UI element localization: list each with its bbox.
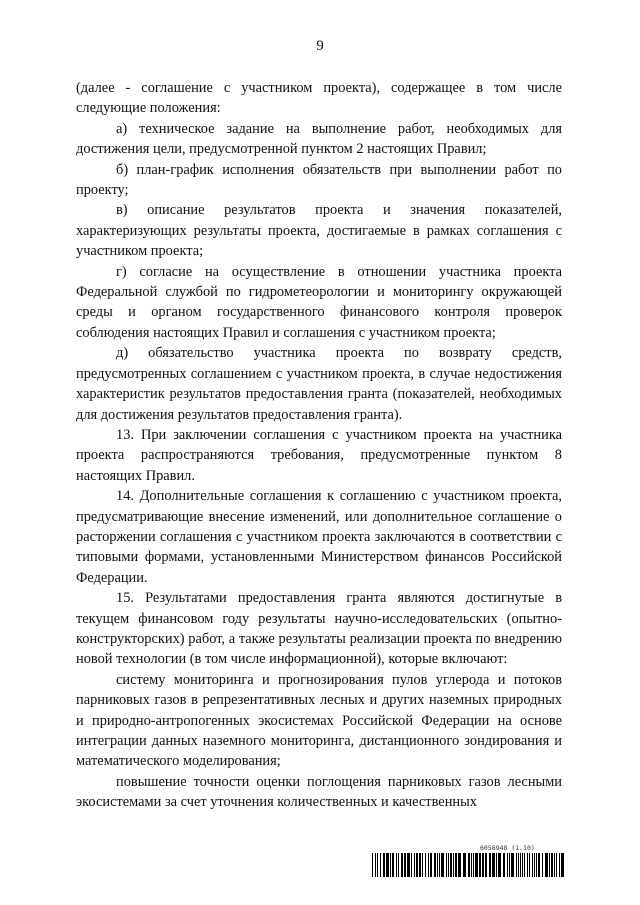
barcode-bar <box>468 853 470 877</box>
barcode-bar <box>556 853 557 877</box>
barcode <box>372 853 566 877</box>
barcode-bar <box>434 853 436 877</box>
barcode-bar <box>430 853 432 877</box>
paragraph-clause-13: 13. При заключении соглашения с участником проекта на участника проекта распространяются требования, предусмотренные пунктом 8 настоящих Правил. <box>76 426 562 484</box>
paragraph-item-v: в) описание результатов проекта и значения показателей, характеризующих результаты проекта, достигаемые в рамках соглашения с участником проекта; <box>76 202 562 260</box>
barcode-bar <box>536 853 537 877</box>
barcode-graphic <box>372 853 566 877</box>
barcode-bar <box>516 853 517 877</box>
barcode-bar <box>545 853 548 877</box>
barcode-bar <box>428 853 429 877</box>
barcode-bar <box>401 853 403 877</box>
barcode-bar <box>482 853 484 877</box>
barcode-bar <box>551 853 553 877</box>
paragraph-item-b: б) план-график исполнения обязательств при выполнении работ по проекту; <box>76 161 562 199</box>
barcode-bar <box>446 853 447 877</box>
barcode-bar <box>538 853 540 877</box>
barcode-bar <box>507 853 508 877</box>
barcode-bar <box>437 853 438 877</box>
barcode-bar <box>425 853 426 877</box>
barcode-bar <box>380 853 381 877</box>
barcode-bar <box>396 853 397 877</box>
barcode-bar <box>492 853 495 877</box>
barcode-bar <box>441 853 444 877</box>
barcode-bar <box>398 853 399 877</box>
barcode-bar <box>549 853 550 877</box>
barcode-bar <box>463 853 466 877</box>
barcode-bar <box>419 853 421 877</box>
barcode-bar <box>496 853 497 877</box>
barcode-bar <box>372 853 373 877</box>
paragraph-clause-15: 15. Результатами предоставления гранта являются достигнутые в текущем финансовом году результаты научно-исследовательских (опытно-конструкторских) работ, а также результаты реализации проекта по внедрению новой технологии (в том числе информационной), которые включают: <box>76 590 562 668</box>
barcode-bar <box>473 853 474 877</box>
barcode-bar <box>489 853 491 877</box>
barcode-bar <box>498 853 501 877</box>
barcode-bar <box>503 853 505 877</box>
barcode-bar <box>453 853 454 877</box>
barcode-bar <box>522 853 523 877</box>
barcode-bar <box>561 853 564 877</box>
barcode-bar <box>559 853 560 877</box>
barcode-bar <box>386 853 389 877</box>
barcode-bar <box>554 853 555 877</box>
barcode-bar <box>534 853 535 877</box>
barcode-bar <box>448 853 449 877</box>
barcode-bar <box>392 853 394 877</box>
paragraph-accuracy-improvement: повышение точности оценки поглощения парниковых газов лесными экосистемами за счет уточнения количественных и качественных <box>76 773 562 811</box>
barcode-bar <box>450 853 452 877</box>
barcode-bar <box>511 853 514 877</box>
paragraph-monitoring-system: систему мониторинга и прогнозирования пулов углерода и потоков парниковых газов в репрезентативных лесных и других наземных природных и природно-антропогенных экосистемах Российской Федерации на основе интеграции данных наземного мониторинга, дистанционного зондирования и математического моделирования; <box>76 671 562 770</box>
barcode-bar <box>524 853 525 877</box>
barcode-bar <box>509 853 510 877</box>
paragraph-item-d: д) обязательство участника проекта по возврату средств, предусмотренных соглашением с участником проекта, в случае недостижения характеристик результатов предоставления гранта (показателей, необходимых для достижения результатов предоставления гранта). <box>76 345 562 423</box>
barcode-bar <box>527 853 528 877</box>
barcode-bar <box>416 853 418 877</box>
barcode-bar <box>529 853 530 877</box>
barcode-bar <box>439 853 440 877</box>
paragraph-item-g: г) согласие на осуществление в отношении участника проекта Федеральной службой по гидрометеорологии и мониторингу окружающей среды и органом государственного финансового контроля проверок соблюдения настоящих Правил и соглашения с участником проекта; <box>76 263 562 341</box>
barcode-bar <box>479 853 481 877</box>
barcode-bar <box>520 853 521 877</box>
document-body <box>76 78 562 813</box>
barcode-bar <box>532 853 533 877</box>
barcode-bar <box>375 853 376 877</box>
barcode-bar <box>542 853 543 877</box>
paragraph-clause-14: 14. Дополнительные соглашения к соглашению с участником проекта, предусматривающие внесение изменений, или дополнительное соглашение о расторжении соглашения с участником проекта заключаются в соответствии с типовыми формами, установленными Министерством финансов Российской Федерации. <box>76 488 562 586</box>
document-code: 6058948 (1.10) <box>480 844 535 852</box>
barcode-bar <box>518 853 519 877</box>
barcode-bar <box>407 853 410 877</box>
barcode-bar <box>471 853 472 877</box>
paragraph-intro: (далее - соглашение с участником проекта), содержащее в том числе следующие положения: <box>76 80 562 117</box>
barcode-bar <box>422 853 423 877</box>
barcode-bar <box>411 853 412 877</box>
page-number: 9 <box>316 38 324 54</box>
barcode-bar <box>485 853 487 877</box>
barcode-bar <box>390 853 391 877</box>
barcode-bar <box>458 853 461 877</box>
barcode-bar <box>475 853 478 877</box>
barcode-bar <box>377 853 378 877</box>
barcode-bar <box>455 853 457 877</box>
paragraph-item-a: а) техническое задание на выполнение работ, необходимых для достижения цели, предусмотренной пунктом 2 настоящих Правил; <box>76 120 562 158</box>
barcode-bar <box>383 853 385 877</box>
barcode-bar <box>404 853 406 877</box>
barcode-bar <box>414 853 415 877</box>
